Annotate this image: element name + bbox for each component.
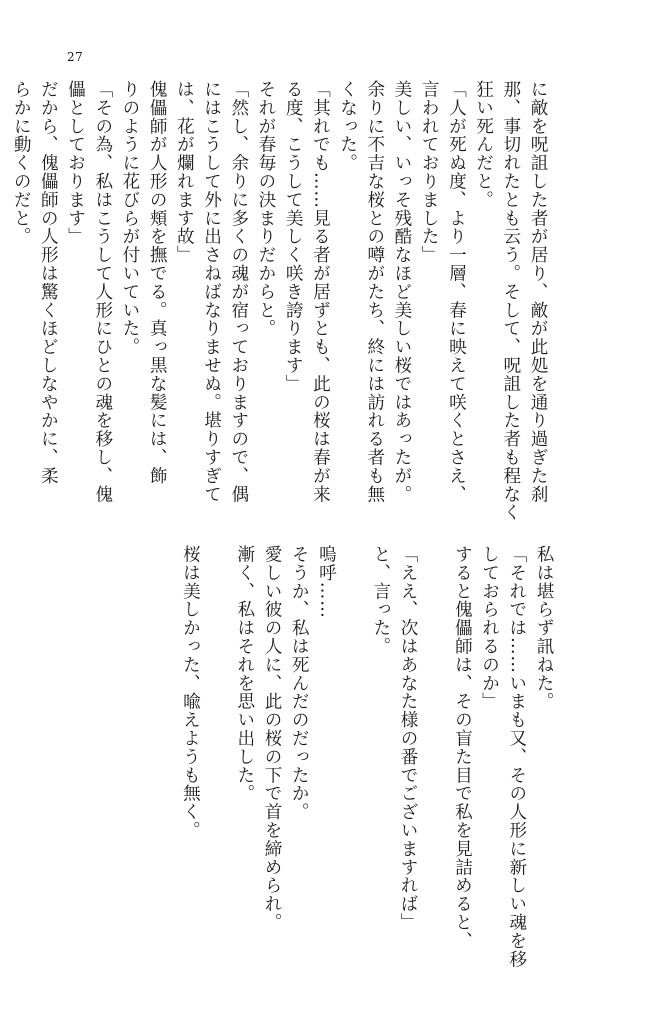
text-line: 「それでは……いまも又、その人形に新しい魂を移 — [506, 545, 527, 969]
text-line: に敵を呪詛した者が居り、敵が此処を通り過ぎた刹 — [528, 80, 548, 504]
text-line: 漸く、私はそれを思い出した。 — [234, 545, 255, 803]
text-line: 美しい、いっそ残酷なほど美しい桜ではあったが。 — [391, 80, 412, 504]
text-line: りのように花びらが付いていた。 — [119, 80, 140, 356]
text-line: そうか、私は死んだのだったか。 — [289, 545, 310, 821]
text-line: と、言った。 — [370, 545, 391, 656]
text-line: 「然し、余りに多くの魂が宿っておりますので、偶 — [228, 80, 249, 504]
text-line: 「その為、私はこうして人形にひとの魂を移し、傀 — [92, 80, 113, 504]
text-line: しておられるのか」 — [479, 545, 500, 711]
text-line: 私は堪らず訊ねた。 — [534, 545, 554, 711]
blank-line — [339, 545, 366, 965]
text-line: 狂い死んだと。 — [473, 80, 494, 209]
page-number: 27 — [67, 50, 84, 64]
text-line: 桜は美しかった、喩えようも無く。 — [180, 545, 201, 840]
text-line: 愛しい彼の人に、此の桜の下で首を締められ。 — [262, 545, 282, 932]
text-line: 「ええ、次はあなた様の番でございますれば」 — [398, 545, 418, 932]
text-line: は、花が爛れます故」 — [174, 80, 195, 264]
text-line: 「其れでも……見る者が居ずとも、此の桜は春が来 — [310, 80, 331, 504]
text-block-lower — [176, 545, 557, 969]
text-line: だから、傀儡師の人形は驚くほどしなやかに、柔 — [38, 80, 59, 485]
text-line: 「人が死ぬ度、より一層、春に映えて咲くとさえ、 — [446, 80, 467, 504]
text-line: 儡としております」 — [65, 80, 86, 246]
text-line: くなった。 — [337, 80, 358, 172]
text-line: すると傀儡師は、その盲た目で私を見詰めると、 — [452, 545, 473, 950]
text-line: らかに動くのだと。 — [11, 80, 32, 246]
text-line: それが春毎の決まりだからと。 — [255, 80, 276, 338]
text-line: 言われておりました」 — [419, 80, 440, 264]
text-line: 那、事切れたとも云う。そして、呪詛した者も程なく — [500, 80, 521, 522]
text-line: 傀儡師が人形の頬を撫でる。真っ黒な髪には、飾 — [147, 80, 168, 485]
text-line: 嗚呼…… — [316, 545, 337, 619]
blank-line — [203, 545, 230, 965]
text-line: 余りに不吉な桜との噂がたち、終には訪れる者も無 — [364, 80, 385, 504]
text-line: にはこうして外に出さねばなりませぬ。堪りすぎて — [201, 80, 222, 504]
text-line: る度、こうして美しく咲き誇ります」 — [283, 80, 304, 393]
blank-line — [421, 545, 448, 965]
text-block-upper — [7, 80, 551, 550]
